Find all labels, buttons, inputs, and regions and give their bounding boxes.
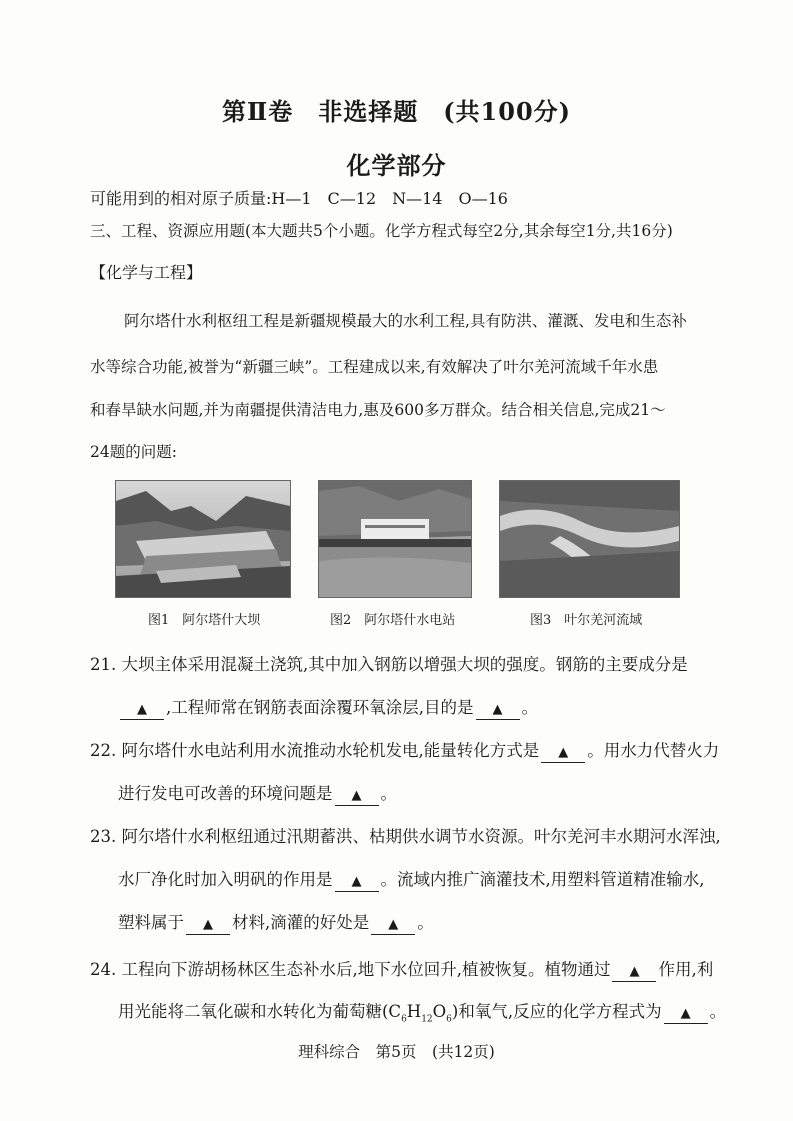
q22-line-1: 22. 阿尔塔什水电站利用水流推动水轮机发电,能量转化方式是 ▲ 。用水力代替火力 [90, 737, 719, 763]
answer-blank[interactable]: ▲ [186, 914, 230, 935]
figure-3-river-basin-photo [499, 480, 680, 598]
figure-1-dam-photo [115, 480, 291, 598]
q23-line-3: 塑料属于 ▲ 材料,滴灌的好处是 ▲ 。 [118, 909, 434, 935]
part-title: 化学部分 [346, 151, 447, 180]
intro-line-2: 水等综合功能,被誉为“新疆三峡”。工程建成以来,有效解决了叶尔羌河流域千年水患 [90, 358, 659, 376]
answer-blank[interactable]: ▲ [541, 742, 585, 763]
answer-blank[interactable]: ▲ [335, 871, 379, 892]
answer-blank[interactable]: ▲ [664, 1003, 708, 1024]
figure-3-caption: 图3 叶尔羌河流域 [530, 613, 643, 628]
figure-1-caption: 图1 阿尔塔什大坝 [148, 613, 261, 628]
topic-label: 【化学与工程】 [90, 263, 203, 282]
intro-line-3: 和春旱缺水问题,并为南疆提供清洁电力,惠及600多万群众。结合相关信息,完成21～ [90, 401, 666, 419]
section-title: 第Ⅱ卷 非选择题 (共100分) [221, 97, 572, 126]
q23-line-2: 水厂净化时加入明矾的作用是 ▲ 。流域内推广滴灌技术,用塑料管道精准输水, [118, 866, 705, 892]
intro-line-1: 阿尔塔什水利枢纽工程是新疆规模最大的水利工程,具有防洪、灌溉、发电和生态补 [124, 312, 687, 330]
answer-blank[interactable]: ▲ [120, 699, 164, 720]
figure-2-caption: 图2 阿尔塔什水电站 [330, 613, 456, 628]
intro-line-4: 24题的问题: [90, 443, 177, 461]
atomic-mass-line: 可能用到的相对原子质量:H—1 C—12 N—14 O—16 [90, 189, 508, 208]
q23-line-1: 23. 阿尔塔什水利枢纽通过汛期蓄洪、枯期供水调节水资源。叶尔羌河丰水期河水浑浊, [90, 827, 721, 846]
answer-blank[interactable]: ▲ [371, 914, 415, 935]
q24-line-1: 24. 工程向下游胡杨林区生态补水后,地下水位回升,植被恢复。植物通过 ▲ 作用,利 [90, 956, 713, 982]
answer-blank[interactable]: ▲ [612, 961, 656, 982]
q22-line-2: 进行发电可改善的环境问题是 ▲ 。 [118, 780, 397, 806]
section-heading: 三、工程、资源应用题(本大题共5个小题。化学方程式每空2分,其余每空1分,共16分) [90, 222, 673, 240]
page-footer: 理科综合 第5页 (共12页) [298, 1043, 495, 1061]
figure-2-power-station-photo [318, 480, 472, 598]
answer-blank[interactable]: ▲ [335, 785, 379, 806]
q21-line-1: 21. 大坝主体采用混凝土浇筑,其中加入钢筋以增强大坝的强度。钢筋的主要成分是 [90, 655, 688, 674]
q24-line-2: 用光能将二氧化碳和水转化为葡萄糖$(C_6H_{12}O_6)$和氧气,反应的化学方程式为 ▲ 。 [118, 1002, 727, 1025]
answer-blank[interactable]: ▲ [476, 699, 520, 720]
q21-line-2: ▲ ,工程师常在钢筋表面涂覆环氧涂层,目的是 ▲ 。 [118, 694, 538, 720]
